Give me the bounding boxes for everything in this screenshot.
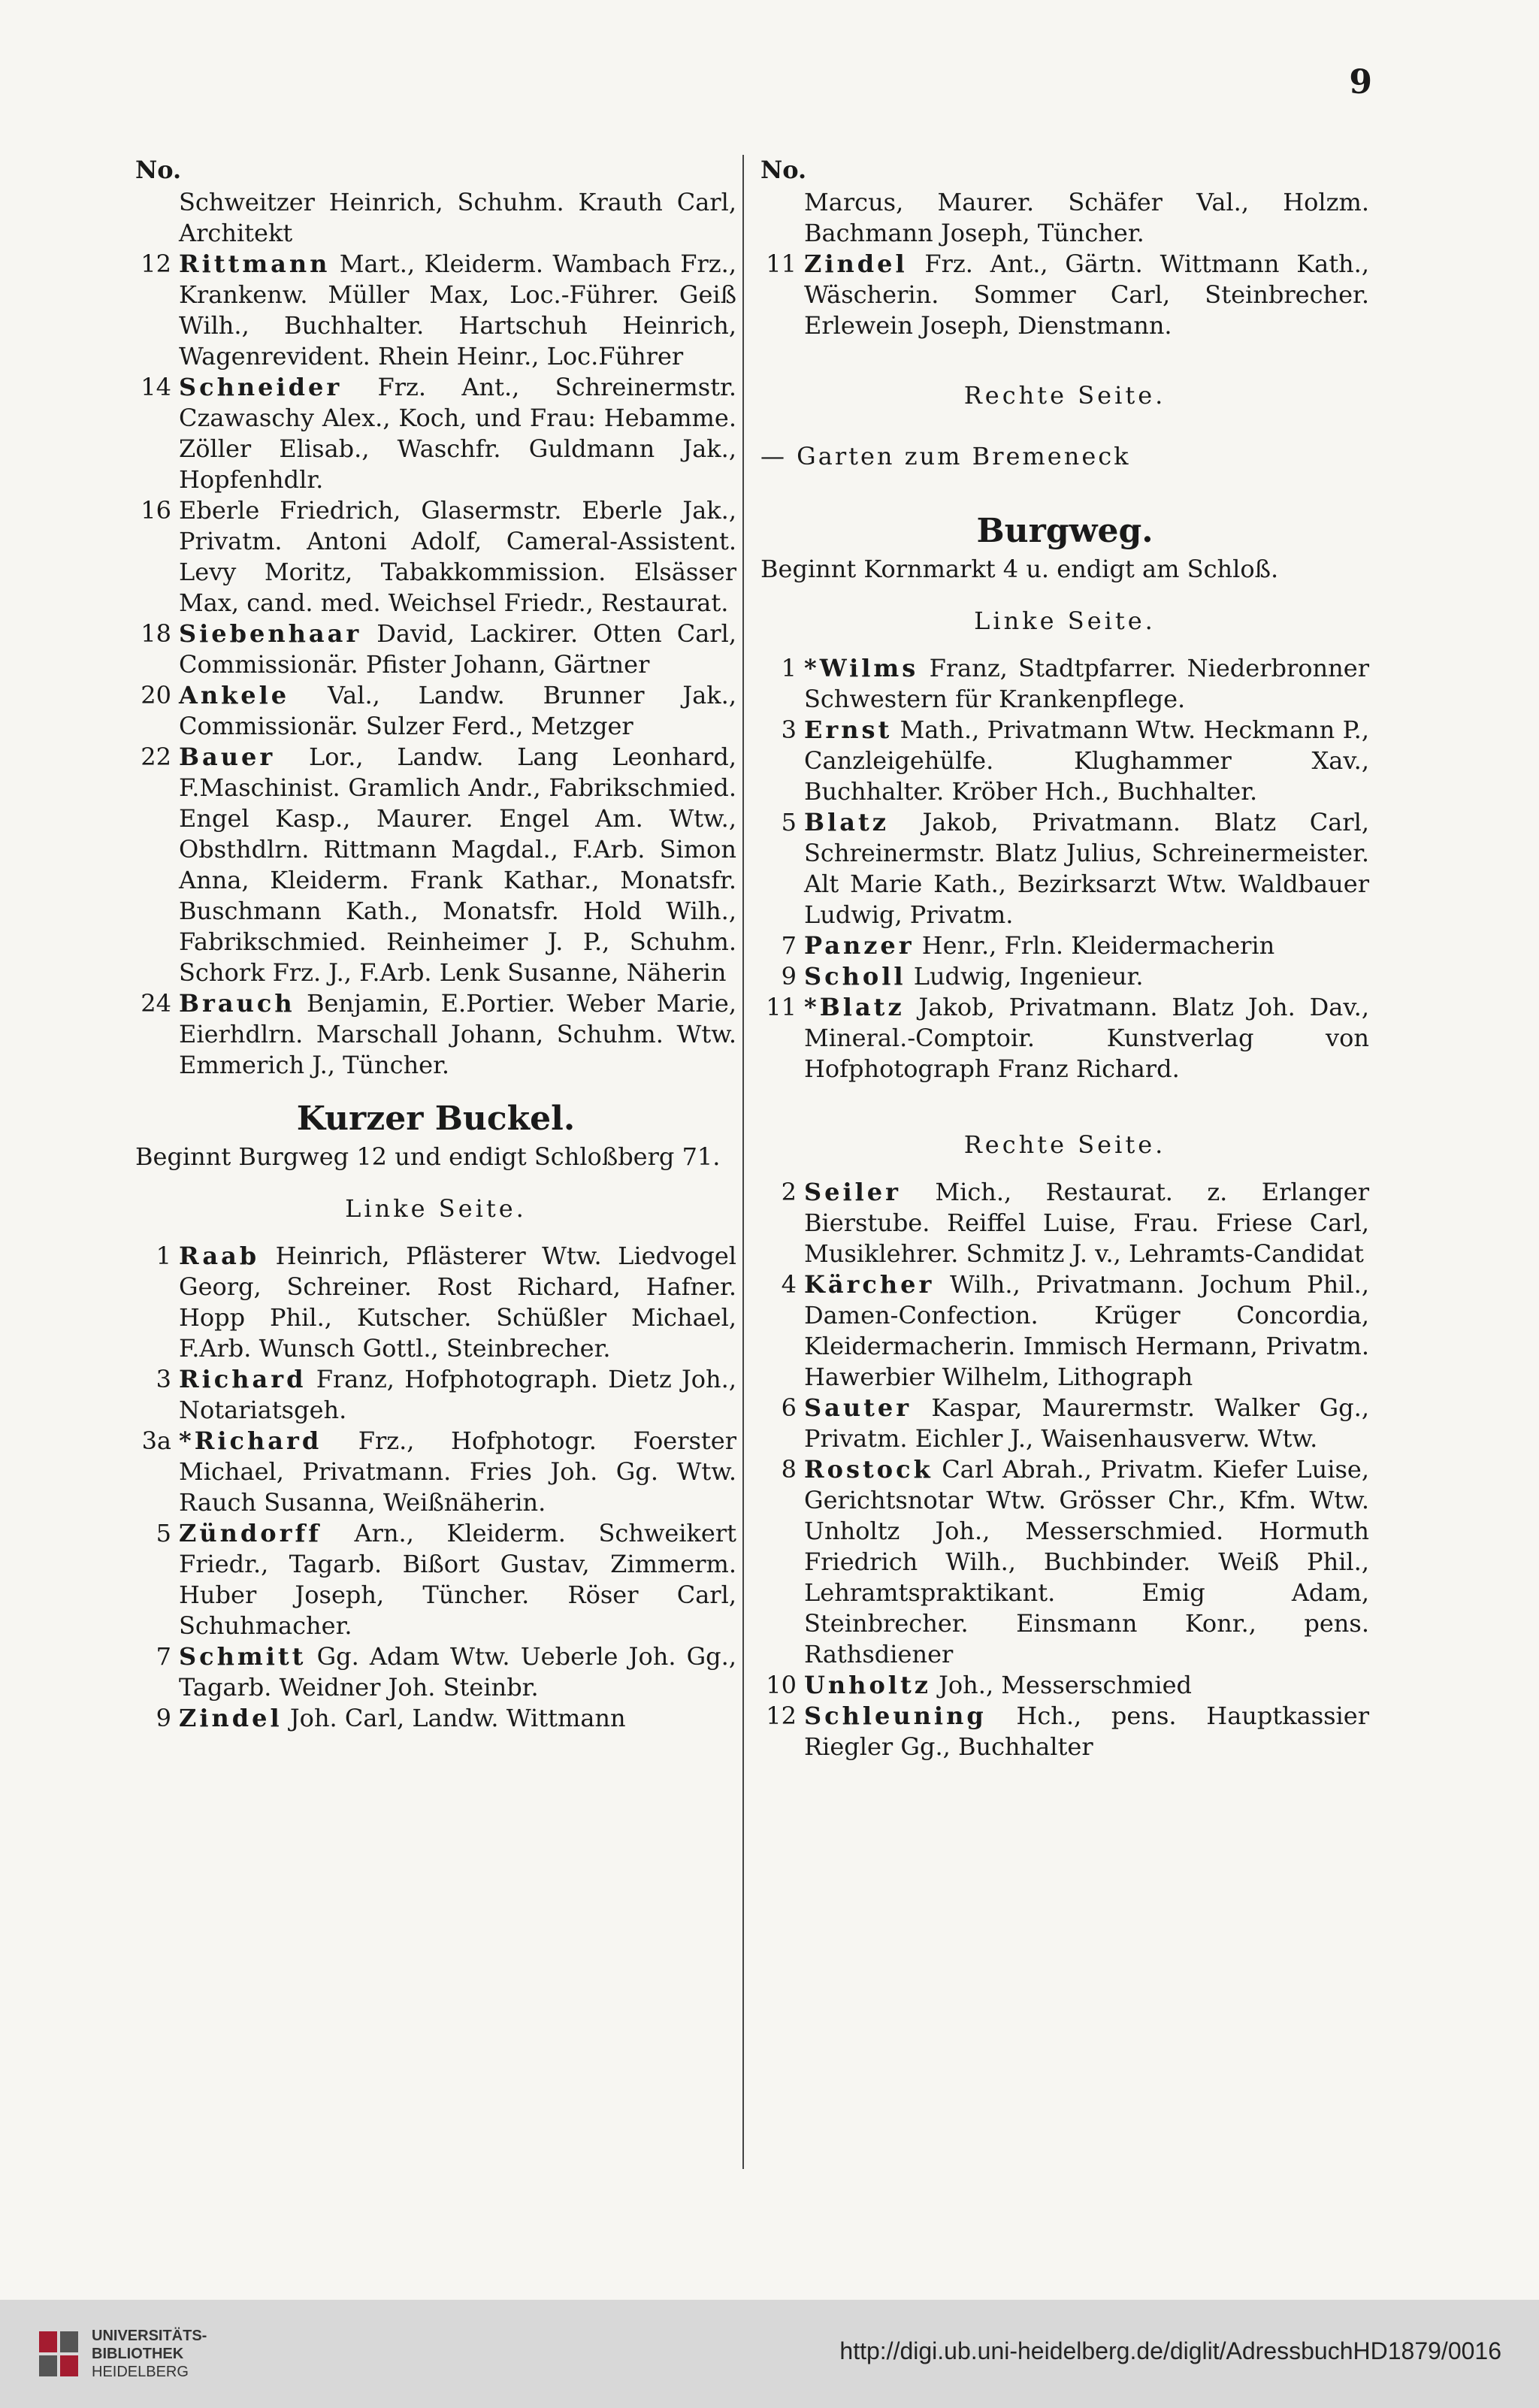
address-entry <box>135 1703 736 1734</box>
library-seal-icon <box>36 2327 81 2381</box>
resident-text <box>179 372 736 495</box>
residents: Benjamin, E.Portier. Weber Marie, Eierhdlrn. Marschall Johann, Schuhm. Wtw. Emmerich J., Tüncher. <box>179 989 736 1079</box>
resident-text <box>179 680 736 742</box>
residents: Henr., Frln. Kleidermacherin <box>914 931 1275 960</box>
house-number: 12 <box>141 250 171 278</box>
address-entry <box>760 961 1369 992</box>
owner-name: Ankele <box>179 681 290 709</box>
address-entry <box>135 680 736 742</box>
owner-name: Rostock <box>804 1455 933 1484</box>
residents: Carl Abrah., Privatm. Kiefer Luise, Gerichtsnotar Wtw. Grösser Chr., Kfm. Wtw. Unholtz Joh., Messerschmied. Hormuth Friedrich Wilh., Buchbinder. Weiß Phil., Lehramtspraktikant. Emig Adam, Steinbrecher. Einsmann Konr., pens. Rathsdiener <box>804 1455 1369 1668</box>
house-number: 4 <box>781 1270 797 1299</box>
resident-text <box>804 961 1369 992</box>
owner-name: Siebenhaar <box>179 619 362 648</box>
residents: Jakob, Privatmann. Blatz Joh. Dav., Mineral.-Comptoir. Kunstverlag von Hofphotograph Franz Richard. <box>804 993 1369 1083</box>
address-entry <box>760 1269 1369 1393</box>
entry-list <box>135 1241 736 1734</box>
address-entry <box>135 742 736 988</box>
entry-list <box>760 187 1369 341</box>
house-number: 3a <box>141 1426 171 1455</box>
owner-name: *Wilms <box>804 654 919 682</box>
house-number: 5 <box>781 808 797 836</box>
residents: Gg. Adam Wtw. Ueberle Joh. Gg., Tagarb. Weidner Joh. Steinbr. <box>179 1642 736 1702</box>
right-column <box>760 155 1369 1762</box>
address-entry <box>760 187 1369 249</box>
owner-name: Raab <box>179 1242 260 1270</box>
no-label: No. <box>760 156 807 184</box>
house-number: 12 <box>766 1702 797 1730</box>
owner-name: Zindel <box>804 250 908 278</box>
address-entry <box>135 372 736 495</box>
residents: Joh., Messerschmied <box>930 1671 1193 1699</box>
resident-text <box>804 1393 1369 1454</box>
residents: Hch., pens. Hauptkassier Riegler Gg., Buchhalter <box>804 1702 1369 1761</box>
resident-text <box>179 495 736 619</box>
address-entry <box>135 187 736 249</box>
house-number: 1 <box>781 654 797 682</box>
house-number: 11 <box>766 993 797 1021</box>
residents: Frz. Ant., Schreinermstr. Czawaschy Alex., Koch, und Frau: Hebamme. Zöller Elisab., Waschfr. Guldmann Jak., Hopfenhdlr. <box>179 373 736 494</box>
page-number: 9 <box>1349 63 1372 101</box>
resident-text <box>804 187 1369 249</box>
left-column <box>135 155 736 1734</box>
owner-name: Panzer <box>804 931 915 960</box>
entry-list <box>760 653 1369 1085</box>
no-label: No. <box>135 156 182 184</box>
residents: Franz, Stadtpfarrer. Niederbronner Schwestern für Krankenpflege. <box>804 654 1369 713</box>
house-number: 10 <box>766 1671 797 1699</box>
resident-text <box>804 1454 1369 1670</box>
address-entry <box>760 1393 1369 1454</box>
residents: Mich., Restaurat. z. Erlanger Bierstube. Reiffel Luise, Frau. Friese Carl, Musiklehrer. Schmitz J. v., Lehramts-Candidat <box>804 1178 1369 1268</box>
house-number: 8 <box>781 1455 797 1484</box>
house-number: 6 <box>781 1393 797 1422</box>
owner-name: Schneider <box>179 373 343 401</box>
address-entry <box>760 1177 1369 1269</box>
residents: Schweitzer Heinrich, Schuhm. Krauth Carl, Architekt <box>179 188 736 247</box>
address-entry <box>760 653 1369 715</box>
resident-text <box>179 742 736 988</box>
address-entry <box>760 930 1369 961</box>
owner-name: Schleuning <box>804 1702 987 1730</box>
resident-text <box>179 1703 736 1734</box>
owner-name: Scholl <box>804 962 906 991</box>
owner-name: Zindel <box>179 1704 283 1732</box>
house-number: 18 <box>141 619 171 648</box>
resident-text <box>804 1670 1369 1701</box>
address-entry <box>135 495 736 619</box>
entry-list <box>760 1177 1369 1762</box>
source-url-link[interactable]: http://digi.ub.uni-heidelberg.de/diglit/AdressbuchHD1879/0016 <box>839 2337 1501 2364</box>
house-number: 16 <box>141 496 171 525</box>
address-entry <box>760 715 1369 807</box>
column-divider <box>742 155 744 2169</box>
address-entry <box>760 1670 1369 1701</box>
residents: Wilh., Privatmann. Jochum Phil., Damen-Confection. Krüger Concordia, Kleidermacherin. Immisch Hermann, Privatm. Hawerbier Wilhelm, Lithograph <box>804 1270 1369 1391</box>
resident-text <box>179 1518 736 1641</box>
residents: Kaspar, Maurermstr. Walker Gg., Privatm. Eichler J., Waisenhausverw. Wtw. <box>804 1393 1369 1453</box>
owner-name: Blatz <box>804 808 889 836</box>
owner-name: Schmitt <box>179 1642 307 1671</box>
side-label: Linke Seite. <box>345 1194 527 1223</box>
owner-name: *Richard <box>179 1426 322 1455</box>
residents: Val., Landw. Brunner Jak., Commissionär. Sulzer Ferd., Metzger <box>179 681 736 740</box>
residents: Heinrich, Pflästerer Wtw. Liedvogel Georg, Schreiner. Rost Richard, Hafner. Hopp Phil., Kutscher. Schüßler Michael, F.Arb. Wunsch Gottl., Steinbrecher. <box>179 1242 736 1363</box>
address-entry <box>135 619 736 680</box>
address-entry <box>760 1454 1369 1670</box>
residents: Arn., Kleiderm. Schweikert Friedr., Tagarb. Bißort Gustav, Zimmerm. Huber Joseph, Tüncher. Röser Carl, Schuhmacher. <box>179 1519 736 1640</box>
house-number: 20 <box>141 681 171 709</box>
owner-name: Richard <box>179 1365 307 1393</box>
side-label: Rechte Seite. <box>963 381 1166 410</box>
library-logo[interactable] <box>36 2327 207 2381</box>
residents: Frz. Ant., Gärtn. Wittmann Kath., Wäscherin. Sommer Carl, Steinbrecher. Erlewein Joseph, Dienstmann. <box>804 250 1369 340</box>
residents: Jakob, Privatmann. Blatz Carl, Schreinermstr. Blatz Julius, Schreinermeister. Alt Marie Kath., Bezirksarzt Wtw. Waldbauer Ludwig, Privatm. <box>804 808 1369 929</box>
address-entry <box>760 1701 1369 1762</box>
owner-name: Zündorff <box>179 1519 322 1547</box>
owner-name: Rittmann <box>179 250 331 278</box>
house-number: 9 <box>156 1704 171 1732</box>
resident-text <box>179 1426 736 1518</box>
house-number: 7 <box>781 931 797 960</box>
owner-name: Unholtz <box>804 1671 931 1699</box>
section-title: Burgweg. <box>976 512 1153 550</box>
resident-text <box>179 619 736 680</box>
section-begin: Beginnt Kornmarkt 4 u. endigt am Schloß. <box>760 555 1279 583</box>
side-label: Rechte Seite. <box>963 1130 1166 1159</box>
owner-name: Kärcher <box>804 1270 935 1299</box>
house-number: 2 <box>781 1178 797 1206</box>
resident-text <box>179 187 736 249</box>
house-number: 5 <box>156 1519 171 1547</box>
resident-text <box>804 715 1369 807</box>
resident-text <box>179 988 736 1081</box>
library-name-line: UNIVERSITÄTS- <box>92 2328 207 2344</box>
residents: Joh. Carl, Landw. Wittmann <box>282 1704 626 1732</box>
owner-name: Seiler <box>804 1178 901 1206</box>
house-number: 9 <box>781 962 797 991</box>
resident-text <box>804 1177 1369 1269</box>
resident-text <box>179 249 736 372</box>
residents: Lor., Landw. Lang Leonhard, F.Maschinist. Gramlich Andr., Fabrikschmied. Engel Kasp., Maurer. Engel Am. Wtw., Obsthdlrn. Rittmann Magdal., F.Arb. Simon Anna, Kleiderm. Frank Kathar., Monatsfr. Buschmann Kath., Monatsfr. Hold Wilh., Fabrikschmied. Reinheimer J. P., Schuhm. Schork Frz. J., F.Arb. Lenk Susanne, Näherin <box>179 743 736 987</box>
residents: Frz., Hofphotogr. Foerster Michael, Privatmann. Fries Joh. Gg. Wtw. Rauch Susanna, Weißnäherin. <box>179 1426 736 1517</box>
residents: Marcus, Maurer. Schäfer Val., Holzm. Bachmann Joseph, Tüncher. <box>804 188 1369 247</box>
resident-text <box>804 249 1369 341</box>
footer-bar <box>0 2300 1539 2408</box>
residents: Math., Privatmann Wtw. Heckmann P., Canzleigehülfe. Klughammer Xav., Buchhalter. Kröber Hch., Buchhalter. <box>804 715 1369 806</box>
house-number: 3 <box>781 715 797 744</box>
resident-text <box>179 1364 736 1426</box>
library-name-line: BIBLIOTHEK <box>92 2346 184 2362</box>
resident-text <box>804 807 1369 930</box>
address-entry <box>135 1641 736 1703</box>
address-entry <box>760 992 1369 1085</box>
house-number: 11 <box>766 250 797 278</box>
residents: Ludwig, Ingenieur. <box>906 962 1144 991</box>
address-entry <box>135 249 736 372</box>
entry-list <box>135 187 736 1081</box>
address-entry <box>135 1364 736 1426</box>
house-number: 14 <box>141 373 171 401</box>
section-begin: Beginnt Burgweg 12 und endigt Schloßberg 71. <box>135 1142 721 1171</box>
owner-name: Ernst <box>804 715 893 744</box>
owner-name: Sauter <box>804 1393 912 1422</box>
residents: Mart., Kleiderm. Wambach Frz., Krankenw. Müller Max, Loc.-Führer. Geiß Wilh., Buchhalter. Hartschuh Heinrich, Wagenrevident. Rhein Heinr., Loc.Führer <box>179 250 736 371</box>
resident-text <box>804 653 1369 715</box>
resident-text <box>804 1269 1369 1393</box>
address-entry <box>135 1518 736 1641</box>
owner-name: Bauer <box>179 743 276 771</box>
resident-text <box>804 992 1369 1085</box>
owner-name: Brauch <box>179 989 295 1018</box>
address-entry <box>135 1241 736 1364</box>
address-entry <box>760 249 1369 341</box>
resident-text <box>179 1241 736 1364</box>
side-label: Linke Seite. <box>974 607 1156 635</box>
garten-line: — Garten zum Bremeneck <box>760 442 1131 470</box>
residents: Eberle Friedrich, Glasermstr. Eberle Jak., Privatm. Antoni Adolf, Cameral-Assistent. Levy Moritz, Tabakkommission. Elsässer Max, cand. med. Weichsel Friedr., Restaurat. <box>179 496 736 617</box>
residents: David, Lackirer. Otten Carl, Commissionär. Pfister Johann, Gärtner <box>179 619 736 679</box>
resident-text <box>179 1641 736 1703</box>
house-number: 1 <box>156 1242 171 1270</box>
section-title: Kurzer Buckel. <box>296 1100 576 1138</box>
library-name-line: HEIDELBERG <box>92 2364 189 2380</box>
resident-text <box>804 1701 1369 1762</box>
residents: Franz, Hofphotograph. Dietz Joh., Notariatsgeh. <box>179 1365 736 1424</box>
address-entry <box>135 1426 736 1518</box>
library-name <box>92 2327 207 2381</box>
resident-text <box>804 930 1369 961</box>
house-number: 3 <box>156 1365 171 1393</box>
house-number: 7 <box>156 1642 171 1671</box>
house-number: 24 <box>141 989 171 1018</box>
address-entry <box>135 988 736 1081</box>
owner-name: *Blatz <box>804 993 905 1021</box>
house-number: 22 <box>141 743 171 771</box>
address-entry <box>760 807 1369 930</box>
